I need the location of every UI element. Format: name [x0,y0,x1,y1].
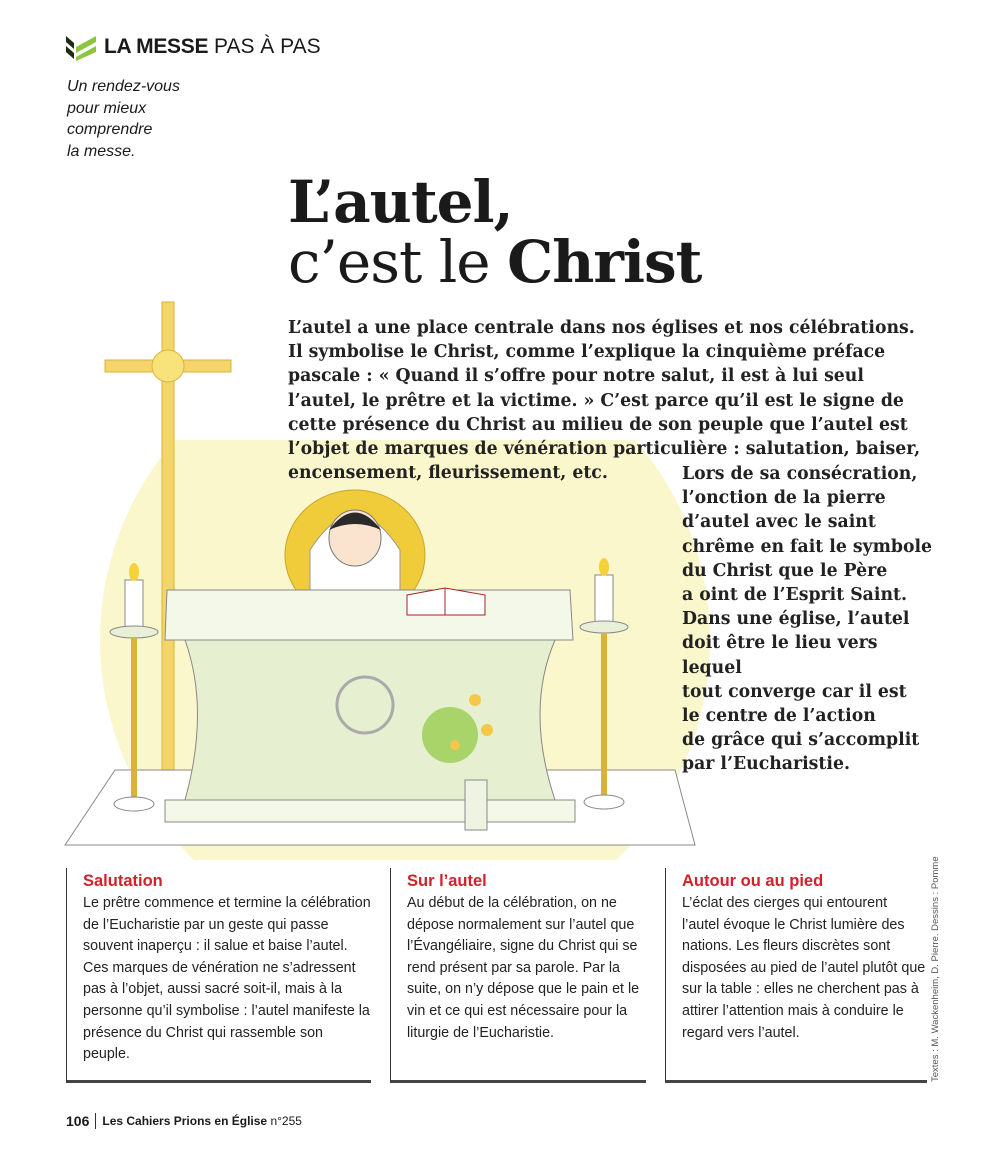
publication-name: Les Cahiers Prions en Église [102,1114,268,1128]
intro-line: pour mieux [67,99,147,117]
lead-paragraph: L’autel a une place centrale dans nos églises et nos célébrations. Il symbolise le Christ, comme l’explique la cinquième préface pascale : « Quand il s’offre pour notre salut, il est à lui seul l’autel, le prêtre et la victime. » C’est parce qu’il est le signe de cette présence du Christ au milieu de son peuple que l’autel est l’objet de marques de vénération particulière : salutation, baiser, encensement, fleurissement, etc. [288,318,921,484]
box-text: Au début de la célébration, on ne dépose normalement sur l’autel que l’Évangéliaire, signe du Christ qui se rend présent par sa parole. Par la suite, on n’y dépose que le pain et le vin et ce qui est nécessaire pour la liturgie de l’Eucharistie. [407,895,640,1041]
title-line-2-bold: Christ [507,228,702,296]
box-salutation [66,868,371,1083]
altar [165,590,575,822]
text-line: doit être le lieu vers lequel [682,633,878,678]
text-line: par l’Eucharistie. [682,754,850,775]
intro-line: la messe. [67,142,136,160]
intro-line: comprendre [67,121,153,138]
intro-text [67,76,217,162]
credits: Textes : M. Wackenheim, D. Pierre. Dessins : Pomme [930,856,941,1082]
text-line: l’onction de la pierre [682,488,886,509]
title-line-1: L’autel, [288,168,513,236]
page-footer [66,1113,302,1129]
text-line: Dans une église, l’autel [682,609,910,630]
page-number: 106 [66,1113,96,1129]
box-title: Autour ou au pied [682,872,824,890]
box-autour [665,868,927,1083]
text-line: chrême en fait le symbole [682,536,933,557]
text-line: a oint de l’Esprit Saint. [682,585,908,606]
page-title [288,168,702,296]
box-sur-autel [390,868,646,1083]
text-line: de grâce qui s’accomplit [682,730,920,751]
right-column-text [682,462,942,777]
text-line: le centre de l’action [682,706,876,727]
text-line: Lors de sa consécration, [682,464,918,484]
box-text: L’éclat des cierges qui entourent l’autel évoque le Christ lumière des nations. Les fleurs discrètes sont disposées au pied de l’autel plutôt que sur la table : elles ne cherchent pas à attirer l’attention mais à conduire le regard vers l’autel. [682,895,926,1041]
text-line: du Christ que le Père [682,560,888,581]
text-line: d’autel avec le saint [682,512,876,533]
rubric-header [66,33,321,61]
text-line: tout converge car il est [682,681,907,702]
intro-line: Un rendez-vous [67,78,180,95]
issue-number: n°255 [270,1114,302,1128]
box-title: Sur l’autel [407,872,487,890]
title-line-2: c’est le [288,228,508,296]
chevron-logo-icon [66,33,96,61]
box-text: Le prêtre commence et termine la célébration de l’Eucharistie par un geste qui passe souvent inaperçu : il salue et baise l’autel. Ces marques de vénération ne s’adressent pas à l’objet, aussi sacré soit-il, mais à la personne qu’il symbolise : l’autel manifeste la présence du Christ qui rassemble son peuple. [83,895,371,1063]
box-title: Salutation [83,872,163,890]
rubric-bold: LA MESSE [104,35,209,58]
rubric-rest: PAS À PAS [214,35,321,58]
